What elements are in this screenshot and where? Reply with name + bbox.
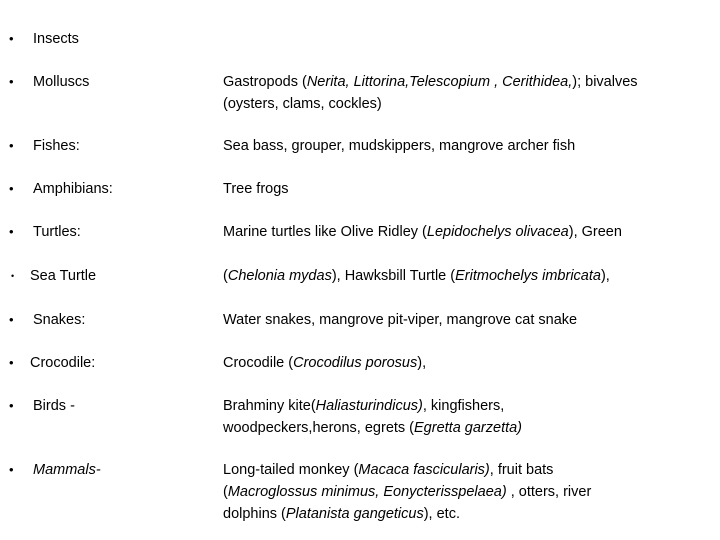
item-label: Snakes: [33, 312, 86, 328]
item-label: Crocodile: [30, 355, 96, 371]
item-label: Birds - [33, 398, 75, 414]
item-label: Fishes: [33, 138, 80, 154]
bullet: • [9, 138, 14, 153]
item-description: Gastropods (Nerita, Littorina,Telescopium , Cerithidea,); bivalves (oysters, clams, cockles) [223, 74, 638, 112]
item-description: Brahminy kite(Haliasturindicus), kingfishers, woodpeckers,herons, egrets (Egretta garzetta) [223, 398, 523, 436]
bullet: • [9, 31, 14, 46]
bullet: • [9, 74, 14, 89]
bullet: • [9, 355, 14, 370]
item-label: Insects [33, 31, 79, 47]
item-description: Long-tailed monkey (Macaca fascicularis), fruit bats (Macroglossus minimus, Eonycterisspelaea) , otters, river dolphins (Platanista gangeticus), etc. [223, 462, 592, 522]
bullet: • [11, 271, 15, 281]
item-description: (Chelonia mydas), Hawksbill Turtle (Eritmochelys imbricata), [223, 268, 610, 284]
item-description: Marine turtles like Olive Ridley (Lepidochelys olivacea), Green [223, 224, 622, 240]
bullet: • [9, 398, 14, 413]
item-label: Molluscs [33, 74, 90, 90]
item-label: Mammals- [33, 462, 101, 478]
item-label: Turtles: [33, 224, 81, 240]
item-description: Sea bass, grouper, mudskippers, mangrove archer fish [223, 138, 576, 154]
item-description: Water snakes, mangrove pit-viper, mangrove cat snake [223, 312, 578, 328]
bullet: • [9, 224, 14, 239]
item-description: Crocodile (Crocodilus porosus), [223, 355, 427, 371]
item-description: Tree frogs [223, 181, 289, 197]
item-label: Sea Turtle [30, 268, 97, 284]
bullet: • [9, 181, 14, 196]
bullet: • [9, 462, 14, 477]
bullet: • [9, 312, 14, 327]
item-label: Amphibians: [33, 181, 113, 197]
